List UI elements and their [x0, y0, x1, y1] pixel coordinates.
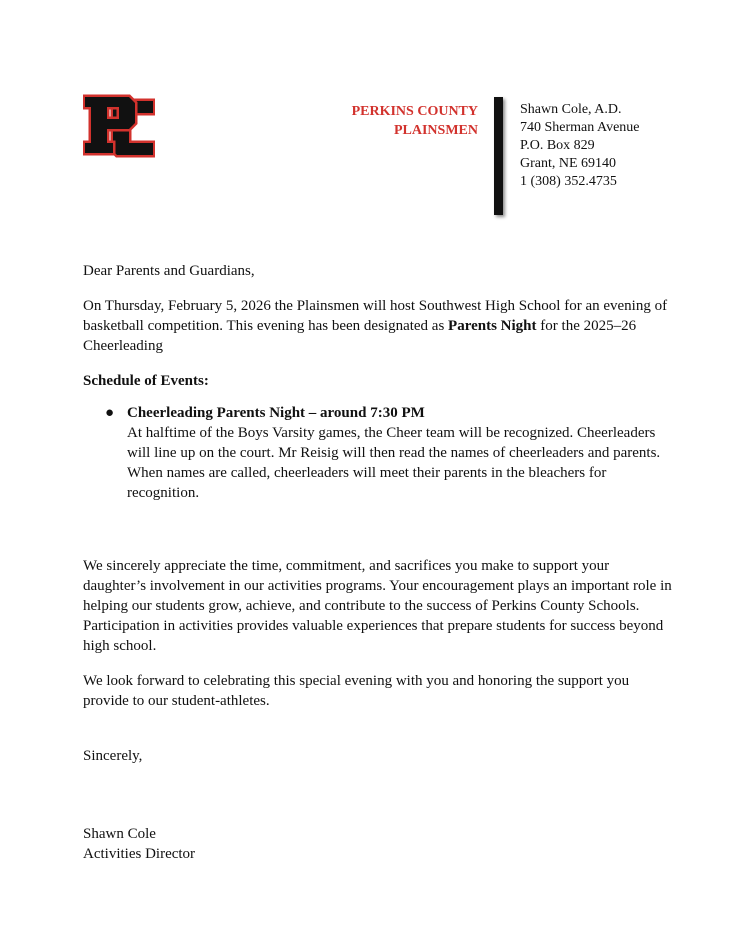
intro-bold: Parents Night: [448, 318, 537, 334]
event-list: [83, 403, 673, 503]
closing: Sincerely,: [83, 748, 143, 764]
intro-text-2: for the 2025–26 Cheerleading: [83, 318, 637, 354]
signer-title: Activities Director: [83, 846, 196, 862]
look-forward-paragraph: We look forward to celebrating this special evening with you and honoring the support you provide to our student-athletes.: [83, 673, 630, 709]
list-item: [105, 403, 673, 503]
greeting: Dear Parents and Guardians,: [83, 263, 255, 279]
contact-po-box: P.O. Box 829: [520, 138, 595, 153]
intro-paragraph: [83, 296, 673, 356]
event-description: At halftime of the Boys Varsity games, the Cheer team will be recognized. Cheerleaders will line up on the court. Mr Reisig will then read the names of cheerleaders and parents. When names are called, cheerleaders will meet their parents in the bleachers for recognition.: [127, 425, 661, 501]
letterhead-divider: [494, 97, 503, 215]
pc-logo-icon: [83, 93, 155, 161]
org-line-2: PLAINSMEN: [393, 123, 478, 138]
contact-block: [520, 101, 640, 191]
event-title: Cheerleading Parents Night – around 7:30 PM: [127, 405, 425, 421]
letter-body: [83, 261, 673, 864]
contact-phone: 1 (308) 352.4735: [520, 174, 617, 189]
intro-text-1: On Thursday, February 5, 2026 the Plainsmen will host Southwest High School for an evening of basketball competition. This evening has been designated as: [83, 298, 668, 334]
appreciation-paragraph: We sincerely appreciate the time, commitment, and sacrifices you make to support your daughter’s involvement in our activities programs. Your encouragement plays an important role in helping our students grow, achieve, and contribute to the success of Perkins County Schools. Participation in activities provides valuable experiences that prepare students for success beyond high school.: [83, 558, 672, 654]
contact-street: 740 Sherman Avenue: [520, 120, 640, 135]
bullet-icon: ●: [105, 405, 115, 421]
org-line-1: PERKINS COUNTY: [351, 104, 478, 119]
contact-city: Grant, NE 69140: [520, 156, 617, 171]
organization-name: [352, 102, 478, 140]
contact-name: Shawn Cole, A.D.: [520, 102, 622, 117]
schedule-heading: Schedule of Events:: [83, 373, 209, 389]
signer-name: Shawn Cole: [83, 826, 156, 842]
